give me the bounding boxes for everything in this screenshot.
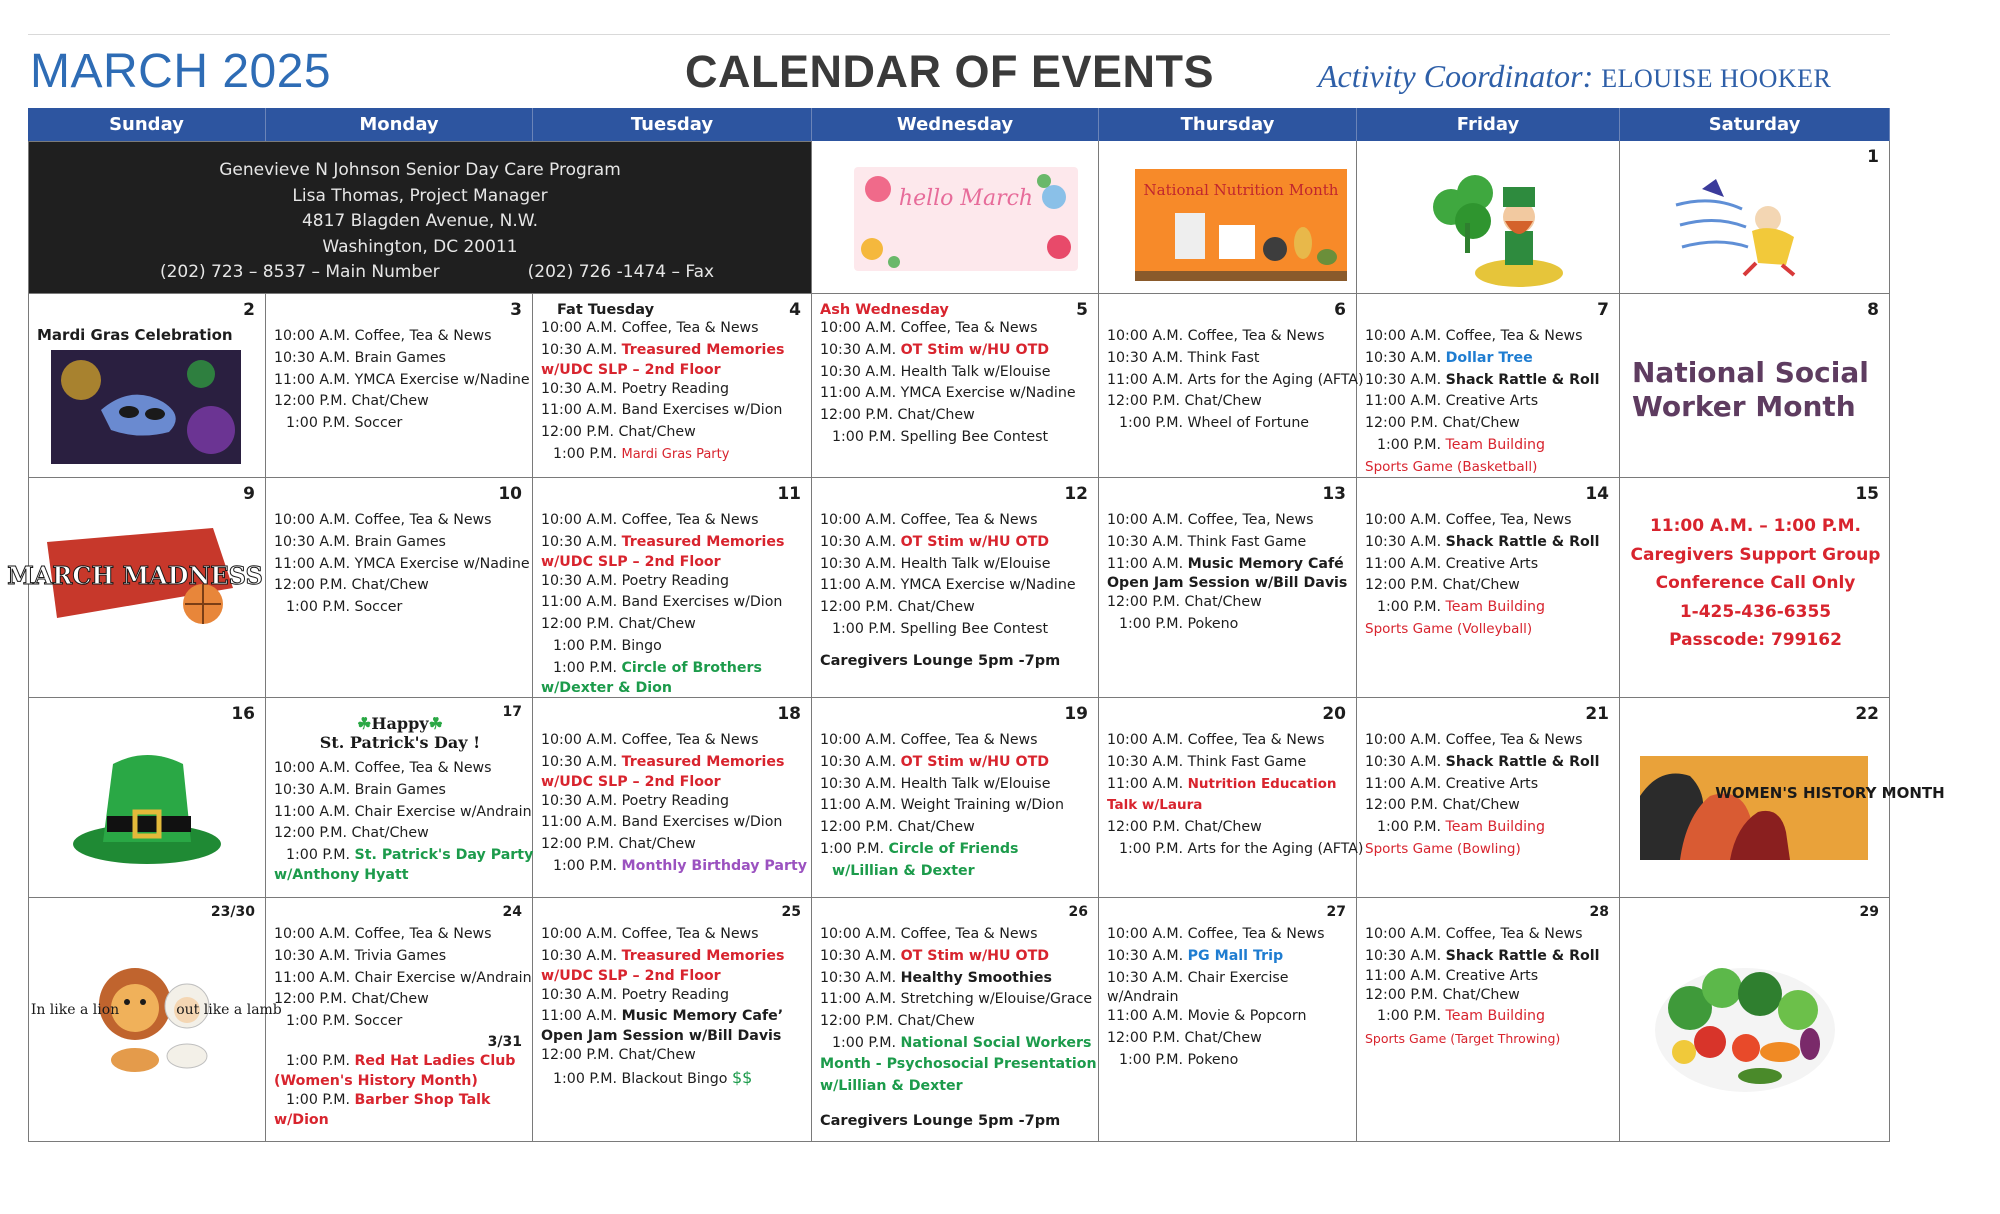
- day-header-wednesday: Wednesday: [812, 108, 1099, 141]
- cell-mar-14: [1357, 478, 1620, 698]
- event: 12:00 P.M. Chat/Chew: [1365, 577, 1520, 594]
- event: 10:00 A.M. Coffee, Tea & News: [541, 732, 759, 748]
- day-number: 25: [781, 904, 801, 920]
- event: 10:30 A.M. Treasured Memories: [541, 947, 785, 964]
- event: 1:00 P.M. National Social Workers: [832, 1034, 1092, 1051]
- event: 10:30 A.M. Health Talk w/Elouise: [820, 775, 1051, 792]
- day-number: 24: [502, 904, 522, 920]
- day-number: 4: [789, 300, 801, 320]
- shamrock-icon: ☘: [357, 714, 372, 733]
- event: 10:00 A.M. Coffee, Tea & News: [274, 926, 492, 942]
- event: 10:00 A.M. Coffee, Tea & News: [820, 320, 1038, 336]
- event: 10:00 A.M. Coffee, Tea & News: [274, 328, 492, 344]
- event: 10:30 A.M. Treasured Memories: [541, 533, 785, 550]
- event: 1:00 P.M. Spelling Bee Contest: [832, 620, 1049, 637]
- event-detail: Open Jam Session w/Bill Davis: [1107, 575, 1348, 592]
- program-address-1: 4817 Blagden Avenue, N.W.: [301, 211, 539, 231]
- day-number: 11: [777, 484, 801, 504]
- banner-st-patricks: St. Patrick's Day !: [319, 733, 481, 752]
- day-header-friday: Friday: [1357, 108, 1620, 141]
- event: 1:00 P.M. Mardi Gras Party: [553, 445, 730, 462]
- event: 10:00 A.M. Coffee, Tea & News: [541, 320, 759, 336]
- event: 10:30 A.M. OT Stim w/HU OTD: [820, 341, 1050, 358]
- event: 11:00 A.M. YMCA Exercise w/Nadine: [274, 371, 530, 388]
- cell-mar-24-31: [266, 898, 533, 1142]
- month-title: MARCH 2025: [30, 45, 332, 98]
- event: 10:00 A.M. Coffee, Tea & News: [1365, 926, 1583, 942]
- day-number: 20: [1322, 704, 1346, 724]
- cell-shamrock-image: [1357, 141, 1620, 294]
- event: 1:00 P.M. Soccer: [286, 599, 403, 616]
- day-number: 29: [1859, 904, 1879, 920]
- cell-hello-march: [812, 141, 1099, 294]
- event: 11:00 A.M. Band Exercises w/Dion: [541, 814, 783, 831]
- event: 10:00 A.M. Coffee, Tea, News: [1107, 512, 1314, 528]
- cell-mar-1: [1620, 141, 1890, 294]
- event: 10:00 A.M. Coffee, Tea, News: [1365, 512, 1572, 528]
- nutrition-month-image: [1135, 169, 1347, 281]
- event: 1:00 P.M. Circle of Friends: [820, 840, 1019, 857]
- event: 12:00 P.M. Chat/Chew: [1107, 1030, 1262, 1047]
- windy-person-icon: [1672, 175, 1812, 279]
- cell-mar-8: [1620, 294, 1890, 478]
- event: 10:30 A.M. Treasured Memories: [541, 341, 785, 358]
- day-number: 5: [1076, 300, 1088, 320]
- event: 1:00 P.M. Team Building: [1377, 819, 1546, 836]
- event: 10:30 A.M. Brain Games: [274, 349, 446, 366]
- event-detail: Sports Game (Basketball): [1365, 458, 1538, 475]
- event-detail: w/Anthony Hyatt: [274, 866, 409, 883]
- program-info-box: [28, 141, 812, 294]
- event: 12:00 P.M. Chat/Chew: [541, 836, 696, 853]
- cell-mar-5: [812, 294, 1099, 478]
- event: 1:00 P.M. Circle of Brothers: [553, 659, 762, 676]
- event: 11:00 A.M. Creative Arts: [1365, 775, 1539, 792]
- hello-march-image: [854, 167, 1078, 271]
- event: 10:00 A.M. Coffee, Tea & News: [1107, 732, 1325, 748]
- event-detail: w/UDC SLP – 2nd Floor: [541, 361, 721, 378]
- event: 10:30 A.M. OT Stim w/HU OTD: [820, 947, 1050, 964]
- event-detail: w/UDC SLP – 2nd Floor: [541, 773, 721, 790]
- event-detail: Month - Psychosocial Presentation: [820, 1055, 1097, 1072]
- event: 10:00 A.M. Coffee, Tea & News: [1107, 926, 1325, 942]
- day-number: 13: [1322, 484, 1346, 504]
- event: 11:00 A.M. Creative Arts: [1365, 555, 1539, 572]
- cell-mar-16: [28, 698, 266, 898]
- event-detail: Talk w/Laura: [1107, 797, 1203, 814]
- event: 10:30 A.M. Poetry Reading: [541, 572, 729, 589]
- calendar-grid: [7, 108, 1945, 1148]
- cell-mar-23-30: [28, 898, 282, 1142]
- event: 1:00 P.M. Pokeno: [1119, 1051, 1239, 1068]
- event: 10:30 A.M. Brain Games: [274, 781, 446, 798]
- event: 12:00 P.M. Chat/Chew: [541, 424, 696, 441]
- cell-mar-4: [533, 294, 812, 478]
- event: 1:00 P.M. Arts for the Aging (AFTA): [1119, 840, 1364, 857]
- fax-number: (202) 726 -1474 – Fax: [527, 262, 715, 282]
- event: 1:00 P.M. Bingo: [553, 637, 662, 654]
- event: 10:00 A.M. Coffee, Tea & News: [820, 512, 1038, 528]
- event: 10:00 A.M. Coffee, Tea & News: [1365, 732, 1583, 748]
- program-address-2: Washington, DC 20011: [322, 236, 518, 257]
- event: 12:00 P.M. Chat/Chew: [274, 393, 429, 410]
- cell-mar-11: [533, 478, 812, 698]
- day-number: 10: [498, 484, 522, 504]
- cell-mar-26: [812, 898, 1099, 1142]
- day-header-sunday: Sunday: [28, 108, 266, 141]
- cell-mar-7: [1357, 294, 1620, 478]
- event: 11:00 A.M. Band Exercises w/Dion: [541, 402, 783, 419]
- day-number: 2: [243, 300, 255, 320]
- event: 11:00 A.M. Stretching w/Elouise/Grace: [820, 991, 1093, 1008]
- event: 1:00 P.M. Barber Shop Talk: [286, 1091, 491, 1108]
- event: 10:00 A.M. Coffee, Tea & News: [541, 926, 759, 942]
- event: 12:00 P.M. Chat/Chew: [274, 825, 429, 842]
- day-number: 28: [1589, 904, 1609, 920]
- day-number: 12: [1064, 484, 1088, 504]
- lion-text: In like a lion: [30, 1002, 120, 1018]
- event: 12:00 P.M. Chat/Chew: [274, 577, 429, 594]
- cell-mar-10: [266, 478, 533, 698]
- lion-and-lamb-icon: [30, 942, 282, 1074]
- cell-mar-21: [1357, 698, 1620, 898]
- event: 12:00 P.M. Chat/Chew: [1107, 594, 1262, 611]
- cell-mar-12: [812, 478, 1099, 698]
- event: 10:30 A.M. Shack Rattle & Roll: [1365, 947, 1600, 964]
- event: 10:30 A.M. PG Mall Trip: [1107, 947, 1284, 964]
- march-madness-logo: [7, 518, 263, 638]
- hello-text: hello March: [898, 186, 1034, 211]
- event: 10:30 A.M. Trivia Games: [274, 947, 447, 964]
- event: 10:30 A.M. Poetry Reading: [541, 986, 729, 1003]
- page-title: CALENDAR OF EVENTS: [685, 46, 1215, 97]
- event: 10:30 A.M. Chair Exercise: [1107, 969, 1289, 986]
- event: 12:00 P.M. Chat/Chew: [1365, 986, 1520, 1003]
- cell-mar-17: [266, 698, 533, 898]
- coordinator-name: ELOUISE HOOKER: [1601, 64, 1832, 93]
- event: 10:30 A.M. Think Fast Game: [1107, 533, 1307, 550]
- shamrock-icon: ☘: [428, 714, 443, 733]
- day-header-monday: Monday: [266, 108, 533, 141]
- cell-mar-9: [7, 478, 266, 698]
- day-header-thursday: Thursday: [1099, 108, 1357, 141]
- day-number: 21: [1585, 704, 1609, 724]
- cell-mar-29: [1620, 898, 1890, 1142]
- cell-mar-20: [1099, 698, 1364, 898]
- day-number: 8: [1867, 300, 1879, 320]
- event: 12:00 P.M. Chat/Chew: [1365, 797, 1520, 814]
- passcode: Passcode: 799162: [1669, 630, 1842, 650]
- day-number: 3: [510, 300, 522, 320]
- day-number: 16: [231, 704, 255, 724]
- top-rule: [28, 34, 1890, 35]
- event: 11:00 A.M. Arts for the Aging (AFTA): [1107, 371, 1364, 388]
- event: 10:30 A.M. OT Stim w/HU OTD: [820, 533, 1050, 550]
- event: 10:00 A.M. Coffee, Tea & News: [274, 760, 492, 776]
- event: 10:30 A.M. Think Fast Game: [1107, 753, 1307, 770]
- day-number: 14: [1585, 484, 1609, 504]
- nutrition-month-text: National Nutrition Month: [1143, 181, 1339, 199]
- event-detail: w/Dion: [274, 1111, 329, 1128]
- happy-st-patricks-banner: [274, 714, 526, 752]
- fat-tuesday-label: Fat Tuesday: [557, 302, 655, 318]
- event: 10:00 A.M. Coffee, Tea & News: [1365, 328, 1583, 344]
- event-detail: w/Lillian & Dexter: [820, 1077, 963, 1094]
- event: 11:00 A.M. Music Memory Cafe’: [541, 1008, 784, 1025]
- day-number: 9: [243, 484, 255, 504]
- event: 11:00 A.M. Weight Training w/Dion: [820, 797, 1064, 814]
- day-number: 27: [1326, 904, 1346, 920]
- event: 11:00 A.M. Chair Exercise w/Andrain: [274, 969, 532, 986]
- day-number: 15: [1855, 484, 1879, 504]
- cell-nutrition-month: [1099, 141, 1357, 294]
- cell-mar-28: [1357, 898, 1620, 1142]
- day-number: 19: [1064, 704, 1088, 724]
- event: 10:30 A.M. Dollar Tree: [1365, 349, 1533, 366]
- event: 10:30 A.M. Shack Rattle & Roll: [1365, 533, 1600, 550]
- event: 1:00 P.M. Pokeno: [1119, 616, 1239, 633]
- main-phone: (202) 723 – 8537 – Main Number: [159, 262, 440, 282]
- event: 10:30 A.M. Poetry Reading: [541, 380, 729, 397]
- event: 10:30 A.M. Healthy Smoothies: [820, 969, 1052, 986]
- womens-history-month-image: [1640, 756, 1945, 860]
- day-number: 18: [777, 704, 801, 724]
- program-manager: Lisa Thomas, Project Manager: [292, 185, 548, 206]
- event-detail: Sports Game (Target Throwing): [1365, 1031, 1561, 1047]
- leprechaun-hat-icon: [67, 724, 227, 874]
- event: 11:00 A.M. Nutrition Education: [1107, 775, 1337, 792]
- event: 10:30 A.M. Health Talk w/Elouise: [820, 363, 1051, 380]
- event: 1:00 P.M. Soccer: [286, 415, 403, 432]
- event: 10:30 A.M. Shack Rattle & Roll: [1365, 753, 1600, 770]
- coordinator-line: [1318, 58, 1831, 95]
- day-number: 26: [1068, 904, 1088, 920]
- event: 10:30 A.M. OT Stim w/HU OTD: [820, 753, 1050, 770]
- event: 12:00 P.M. Chat/Chew: [1107, 393, 1262, 410]
- womens-history-text: WOMEN'S HISTORY MONTH: [1715, 784, 1945, 802]
- event: 10:30 A.M. Health Talk w/Elouise: [820, 555, 1051, 572]
- event: 11:00 A.M. YMCA Exercise w/Nadine: [820, 577, 1076, 594]
- event: 12:00 P.M. Chat/Chew: [274, 991, 429, 1008]
- event: 11:00 A.M. Chair Exercise w/Andrain: [274, 803, 532, 820]
- conference-phone: 1-425-436-6355: [1679, 601, 1832, 622]
- event: 1:00 P.M. Team Building: [1377, 1008, 1546, 1025]
- event: 12:00 P.M. Chat/Chew: [541, 616, 696, 633]
- event-detail: w/Andrain: [1107, 989, 1179, 1006]
- program-name: Genevieve N Johnson Senior Day Care Program: [219, 160, 621, 180]
- cell-mar-15: [1620, 478, 1890, 698]
- event: 10:00 A.M. Coffee, Tea & News: [1107, 328, 1325, 344]
- event: 1:00 P.M. St. Patrick's Day Party: [286, 847, 534, 864]
- event: 11:00 A.M. Band Exercises w/Dion: [541, 594, 783, 611]
- event: 12:00 P.M. Chat/Chew: [820, 407, 975, 424]
- event: 10:00 A.M. Coffee, Tea & News: [274, 512, 492, 528]
- event: 10:30 A.M. Treasured Memories: [541, 753, 785, 770]
- event-detail: Open Jam Session w/Bill Davis: [541, 1028, 782, 1045]
- event: 1:00 P.M. Team Building: [1377, 436, 1546, 453]
- event-detail: w/Lillian & Dexter: [832, 862, 975, 879]
- event: 10:30 A.M. Think Fast: [1107, 349, 1260, 366]
- lamb-text: out like a lamb: [176, 1002, 282, 1018]
- event: 12:00 P.M. Chat/Chew: [541, 1047, 696, 1064]
- event: 11:00 A.M. Music Memory Café: [1107, 555, 1344, 572]
- day-number-31: 3/31: [487, 1033, 522, 1050]
- cell-mar-18: [533, 698, 812, 898]
- event: 1:00 P.M. Wheel of Fortune: [1119, 415, 1310, 432]
- event-detail: w/UDC SLP – 2nd Floor: [541, 967, 721, 984]
- shamrock-leprechaun-icon: [1421, 167, 1571, 291]
- event: 1:00 P.M. Spelling Bee Contest: [832, 428, 1049, 445]
- event: 12:00 P.M. Chat/Chew: [820, 819, 975, 836]
- vegetables-icon: [1650, 948, 1840, 1098]
- day-number: 7: [1597, 300, 1609, 320]
- ash-wednesday-label: Ash Wednesday: [820, 302, 949, 318]
- cell-mar-19: [812, 698, 1099, 898]
- event: 11:00 A.M. Creative Arts: [1365, 967, 1539, 984]
- cell-mar-22: [1620, 698, 1945, 898]
- event: 1:00 P.M. Team Building: [1377, 599, 1546, 616]
- event: 10:00 A.M. Coffee, Tea & News: [820, 732, 1038, 748]
- event: 11:00 A.M. YMCA Exercise w/Nadine: [274, 555, 530, 572]
- event: 11:00 A.M. YMCA Exercise w/Nadine: [820, 385, 1076, 402]
- caregivers-lounge: Caregivers Lounge 5pm -7pm: [820, 1112, 1061, 1129]
- cell-mar-25: [533, 898, 812, 1142]
- day-number: 17: [502, 704, 522, 720]
- event: 11:00 A.M. Movie & Popcorn: [1107, 1008, 1307, 1025]
- event: 12:00 P.M. Chat/Chew: [820, 599, 975, 616]
- event-detail: w/UDC SLP – 2nd Floor: [541, 553, 721, 570]
- event: 10:30 A.M. Poetry Reading: [541, 792, 729, 809]
- event-detail: Sports Game (Bowling): [1365, 840, 1521, 857]
- event: 12:00 P.M. Chat/Chew: [1107, 819, 1262, 836]
- event: 11:00 A.M. Creative Arts: [1365, 393, 1539, 410]
- cell-mar-13: [1099, 478, 1357, 698]
- cell-mar-27: [1099, 898, 1357, 1142]
- day-header-saturday: Saturday: [1620, 108, 1890, 141]
- day-header-tuesday: Tuesday: [533, 108, 812, 141]
- march-madness-text: MARCH MADNESS: [7, 561, 263, 590]
- cell-mar-6: [1099, 294, 1364, 478]
- event: 1:00 P.M. Soccer: [286, 1013, 403, 1030]
- event: 12:00 P.M. Chat/Chew: [1365, 415, 1520, 432]
- event: 10:00 A.M. Coffee, Tea & News: [541, 512, 759, 528]
- event: 10:30 A.M. Brain Games: [274, 533, 446, 550]
- event: 1:00 P.M. Blackout Bingo $$: [553, 1067, 753, 1087]
- event-detail: Sports Game (Volleyball): [1365, 620, 1533, 637]
- event-detail: w/Dexter & Dion: [541, 679, 672, 696]
- banner-happy: ☘Happy☘: [357, 714, 443, 733]
- coordinator-label: Activity Coordinator:: [1318, 58, 1594, 94]
- event: 10:30 A.M. Shack Rattle & Roll: [1365, 371, 1600, 388]
- event-detail: (Women's History Month): [274, 1072, 478, 1089]
- cell-mar-3: [266, 294, 533, 478]
- day-number: 23/30: [210, 904, 255, 920]
- mardi-gras-label: Mardi Gras Celebration: [37, 326, 233, 344]
- cell-mar-2: [28, 294, 266, 478]
- event: 10:00 A.M. Coffee, Tea & News: [820, 926, 1038, 942]
- day-number: 22: [1855, 704, 1879, 724]
- mardi-gras-mask-icon: [51, 350, 241, 464]
- caregivers-lounge: Caregivers Lounge 5pm -7pm: [820, 652, 1061, 669]
- day-number: 6: [1334, 300, 1346, 320]
- event: 1:00 P.M. Red Hat Ladies Club: [286, 1052, 516, 1069]
- day-number: 1: [1867, 147, 1879, 167]
- event: 12:00 P.M. Chat/Chew: [820, 1013, 975, 1030]
- event: 1:00 P.M. Monthly Birthday Party: [553, 857, 808, 874]
- caregivers-support-group: 11:00 A.M. – 1:00 P.M. Caregivers Support Group Conference Call Only 1-425-436-6355 Passcode: 799162: [1628, 512, 1883, 655]
- national-social-worker-month: National Social Worker Month: [1632, 356, 1869, 423]
